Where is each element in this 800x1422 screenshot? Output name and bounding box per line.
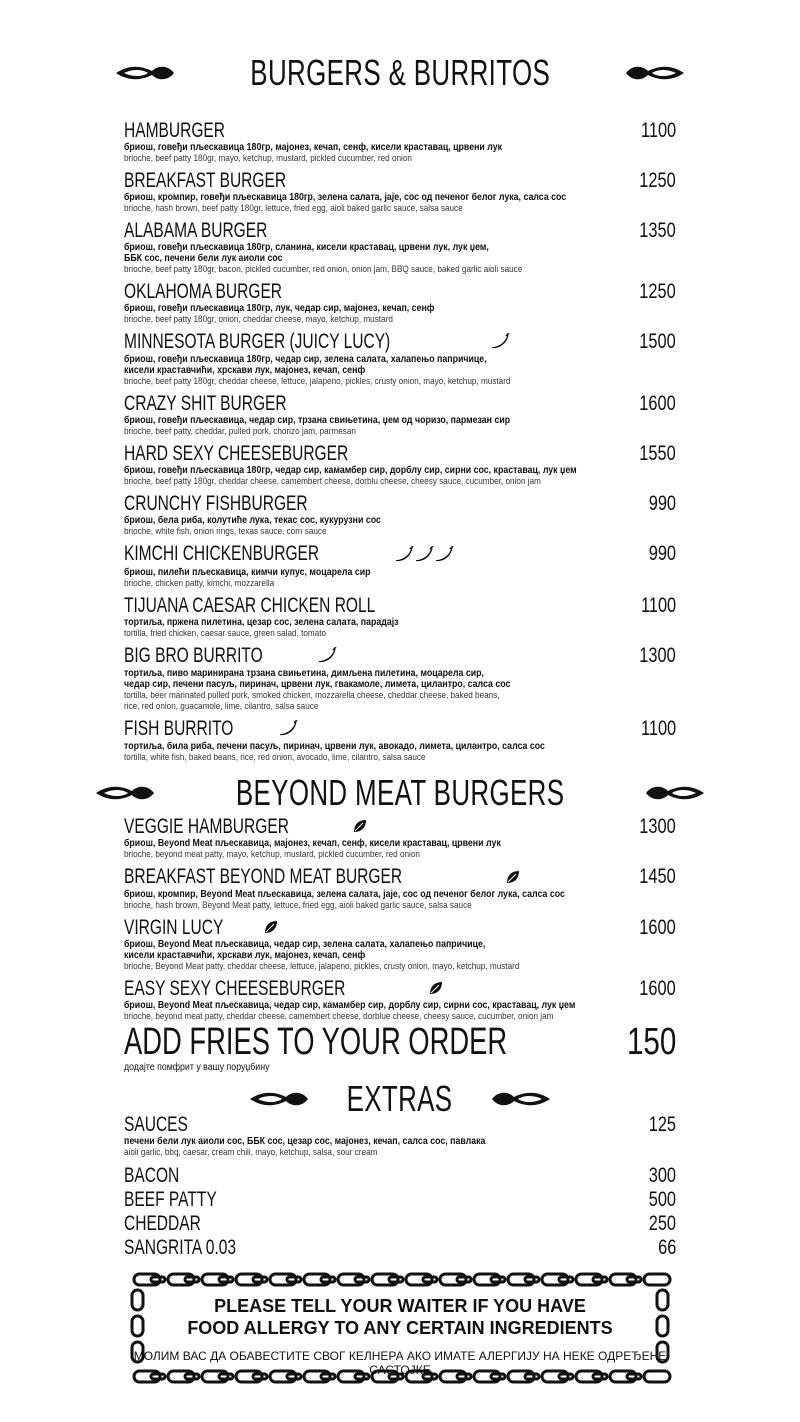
item-desc-en: brioche, Beyond Meat patty, cheddar cheese, lettuce, jalapeno, pickles, crusty onion, mayo, ketchup, mustard [124, 960, 520, 972]
flame-left-icon [114, 63, 176, 83]
item-price: 1250 [639, 169, 676, 192]
item-desc-en: brioche, beef patty 180gr, cheddar cheese, lettuce, jalapeno, pickles, crusty onion, mayo, ketchup, mustard [124, 376, 511, 388]
item-name: BREAKFAST BURGER [124, 169, 287, 192]
item-desc-sr: бриош, кромпир, Beyond Meat пљескавица, зелена салата, јаје, сос од печеног белог лука, салса сос [124, 888, 565, 900]
item-desc-en: brioche, beyond meat patty, mayo, ketchup, mustard, pickled cucumber, red onion [124, 849, 420, 861]
menu-item [124, 543, 676, 588]
menu-item [124, 443, 676, 487]
menu-item [124, 281, 676, 325]
chili-icon [394, 546, 454, 567]
chili-icon [490, 333, 510, 354]
menu-item [124, 718, 676, 763]
item-price: 1600 [639, 976, 676, 1000]
item-desc-sr: ББК сос, печени бели лук аиоли сос [124, 253, 283, 264]
item-desc-sr: тортиља, пржена пилетина, цезар сос, зелена салата, парадајз [124, 616, 399, 628]
item-desc-sr: бриош, говеђи пљескавица, чедар сир, трзана свињетина, џем од чоризо, пармезан сир [124, 415, 511, 427]
section-title-text: BEYOND MEAT BURGERS [235, 772, 565, 813]
menu-item [124, 393, 676, 437]
item-name: OKLAHOMA BURGER [124, 280, 283, 303]
fries-name: ADD FRIES TO YOUR ORDER [124, 1021, 508, 1063]
extras-row [124, 1212, 676, 1236]
item-name: BREAKFAST BEYOND MEAT BURGER [124, 865, 403, 889]
item-price: 1450 [639, 865, 676, 889]
allergy-line2: FOOD ALLERGY TO ANY CERTAIN INGREDIENTS [187, 1318, 613, 1338]
item-price: 1250 [639, 280, 676, 303]
item-desc-en: brioche, beef patty 180gr, onion, cheddar cheese, mayo, ketchup, mustard [124, 314, 393, 325]
item-desc-en: aioli garlic, bbq, caesar, cream chili, mayo, ketchup, salsa, sour cream [124, 1147, 378, 1158]
extras-sauces [124, 1114, 676, 1158]
item-price: 125 [648, 1113, 676, 1136]
item-desc-sr: кисели краставчићи, хрскави лук, мајонез, кечап, сенф [124, 365, 366, 377]
flame-right-icon [490, 1089, 552, 1109]
item-name: HARD SEXY CHEESEBURGER [124, 442, 349, 466]
leaf-icon [506, 870, 520, 889]
menu-item [124, 816, 676, 860]
menu-item [124, 917, 676, 972]
item-price: 1300 [639, 815, 676, 838]
item-desc-en: tortilla, white fish, baked beans, rice, red onion, avocado, lime, cilantro, salsa sauce [124, 752, 426, 764]
menu-item [124, 866, 676, 910]
item-desc-sr: бриош, Beyond Meat пљескавица, чедар сир, камамбер сир, дорблу сир, сирни сос, краставац, лук џем [124, 1000, 576, 1012]
item-price: 1350 [639, 219, 676, 242]
item-price: 990 [648, 542, 676, 566]
burgers-list [124, 120, 676, 769]
item-desc-en: brioche, beef patty, cheddar, pulled pork, chorizo jam, parmesan [124, 426, 356, 438]
item-name: KIMCHI CHICKENBURGER [124, 542, 320, 566]
item-desc-sr: бриош, говеђи пљескавица 180гр, мајонез, кечап, сенф, кисели краставац, црвени лук [124, 142, 503, 153]
fries-price: 150 [626, 1021, 676, 1063]
menu-item [124, 170, 676, 214]
item-name: SAUCES [124, 1113, 188, 1136]
fries-desc: додајте помфрит у вашу поруџбину [124, 1062, 270, 1073]
item-desc-sr: бриош, бела риба, колутиће лука, текас сос, кукурузни сос [124, 515, 381, 527]
item-desc-en: brioche, white fish, onion rings, texas sauce, corn sauce [124, 526, 327, 538]
leaf-icon [429, 981, 443, 1000]
extras-row [124, 1236, 676, 1260]
item-name: SANGRITA 0.03 [124, 1236, 236, 1259]
extras-list [124, 1114, 676, 1260]
leaf-icon [264, 920, 278, 939]
section-title-beyond [0, 772, 800, 814]
item-desc-sr: чедар сир, печени пасуљ, пиринач, црвени лук, гвакамоле, лимета, цилантро, салса сос [124, 678, 511, 690]
item-desc-en: brioche, beef patty 180gr, cheddar cheese, camembert cheese, dorblu cheese, cheesy sauce, cucumber, onion jam [124, 476, 541, 488]
chili-icon [317, 647, 337, 668]
flame-left-icon [94, 783, 156, 803]
item-price: 990 [648, 492, 676, 516]
item-price: 1100 [640, 716, 676, 740]
item-name: CHEDDAR [124, 1212, 201, 1235]
item-name: VEGGIE HAMBURGER [124, 815, 289, 838]
item-price: 1100 [640, 119, 676, 142]
item-name: CRUNCHY FISHBURGER [124, 492, 308, 516]
flame-right-icon [624, 63, 686, 83]
item-price: 300 [648, 1164, 676, 1187]
item-desc-en: tortilla, beer marinated pulled pork, smoked chicken, mozzarella cheese, cheddar cheese, baked beans, [124, 689, 500, 701]
menu-item [124, 645, 676, 712]
item-name: EASY SEXY CHEESEBURGER [124, 976, 346, 1000]
item-name: FISH BURRITO [124, 716, 234, 740]
item-desc-sr: бриош, кромпир, говеђи пљескавица 180гр, зелена салата, јаје, сос од печеног белог лука, салса сос [124, 192, 567, 203]
section-title-burgers [0, 52, 800, 94]
leaf-icon [353, 819, 367, 838]
extras-row [124, 1188, 676, 1212]
extras-rows [124, 1164, 676, 1260]
item-desc-sr: бриош, пилећи пљескавица, кимчи купус, моцарела сир [124, 566, 371, 578]
section-title-text: EXTRAS [347, 1078, 453, 1119]
item-desc-en: brioche, hash brown, Beyond Meat patty, lettuce, fried egg, aioli baked garlic sauce, salsa sauce [124, 899, 472, 911]
fries-row [124, 1022, 676, 1074]
item-name: ALABAMA BURGER [124, 219, 268, 242]
item-desc-sr: бриош, Beyond Meat пљескавица, мајонез, кечап, сенф, кисели краставац, црвени лук [124, 838, 501, 850]
flame-left-icon [248, 1089, 310, 1109]
menu-item [124, 331, 676, 387]
item-desc-sr: бриош, говеђи пљескавица 180гр, сланина, кисели краставац, црвени лук, лук џем, [124, 242, 489, 253]
item-desc-sr: тортиља, била риба, печени пасуљ, пиринач, црвени лук, авокадо, лимета, цилантро, салса сос [124, 741, 545, 753]
item-desc-en: brioche, chicken patty, kimchi, mozzarella [124, 577, 275, 589]
item-desc-sr: бриош, Beyond Meat пљескавица, чедар сир, зелена салата, халапењо папричице, [124, 938, 486, 950]
item-price: 1600 [639, 392, 676, 416]
item-price: 250 [648, 1212, 676, 1235]
section-title-text: BURGERS & BURRITOS [250, 52, 550, 93]
allergy-line3: МОЛИМ ВАС ДА ОБАВЕСТИТЕ СВОГ КЕЛНЕРА АКО ИМАТЕ АЛЕРГИЈУ НА НЕКЕ ОДРЕЂЕНЕ САСТОЈКЕ [133, 1349, 667, 1377]
item-name: VIRGIN LUCY [124, 915, 224, 939]
item-desc-sr: бриош, говеђи пљескавица 180гр, лук, чедар сир, мајонез, кечап, сенф [124, 303, 435, 314]
item-desc-en: rice, red onion, guacamole, lime, cilantro, salsa sauce [124, 700, 319, 712]
item-name: TIJUANA CAESAR CHICKEN ROLL [124, 593, 376, 617]
item-price: 1600 [639, 915, 676, 939]
allergy-line1: PLEASE TELL YOUR WAITER IF YOU HAVE [214, 1296, 586, 1316]
item-desc-en: brioche, beef patty 180gr, bacon, pickled cucumber, red onion, onion jam, BBQ sauce, baked garlic aioli sauce [124, 264, 523, 275]
item-price: 1500 [639, 330, 676, 353]
menu-item [124, 120, 676, 164]
item-price: 1550 [639, 442, 676, 466]
item-desc-sr: бриош, говеђи пљескавица 180гр, чедар сир, зелена салата, халапењо папричице, [124, 354, 487, 366]
flame-right-icon [644, 783, 706, 803]
item-name: HAMBURGER [124, 119, 226, 142]
item-desc-en: brioche, beyond meat patty, cheddar cheese, camembert cheese, dorblue cheese, cheesy sauce, cucumber, onion jam [124, 1011, 554, 1023]
menu-item [124, 595, 676, 639]
extras-row [124, 1164, 676, 1188]
item-price: 1300 [639, 643, 676, 667]
menu-item [124, 978, 676, 1022]
item-desc-en: brioche, beef patty 180gr, mayo, ketchup, mustard, pickled cucumber, red onion [124, 153, 412, 164]
beyond-list [124, 816, 676, 1028]
item-name: CRAZY SHIT BURGER [124, 392, 287, 416]
allergy-notice [128, 1270, 672, 1386]
menu-item [124, 220, 676, 275]
item-name: BEEF PATTY [124, 1188, 217, 1211]
item-desc-sr: кисели краставчићи, хрскави лук, мајонез, кечап, сенф [124, 949, 366, 961]
chili-icon [278, 720, 298, 741]
item-desc-en: tortilla, fried chicken, caesar sauce, green salad, tomato [124, 627, 327, 639]
item-desc-sr: тортиља, пиво маринирана трзана свињетина, димљена пилетина, моцарела сир, [124, 667, 484, 679]
item-name: BACON [124, 1164, 180, 1187]
item-name: MINNESOTA BURGER (JUICY LUCY) [124, 330, 391, 353]
item-desc-en: brioche, hash brown, beef patty 180gr, lettuce, fried egg, aioli baked garlic sauce, salsa sauce [124, 203, 463, 214]
item-price: 500 [648, 1188, 676, 1211]
item-price: 1100 [640, 593, 676, 617]
item-desc-sr: печени бели лук аиоли сос, ББК сос, цезар сос, мајонез, кечап, салса сос, павлака [124, 1136, 486, 1147]
item-name: BIG BRO BURRITO [124, 643, 263, 667]
item-price: 66 [657, 1236, 676, 1259]
item-desc-sr: бриош, говеђи пљескавица 180гр, чедар сир, камамбер сир, дорблу сир, сирни сос, краставац, лук џем [124, 465, 577, 477]
menu-item [124, 493, 676, 537]
